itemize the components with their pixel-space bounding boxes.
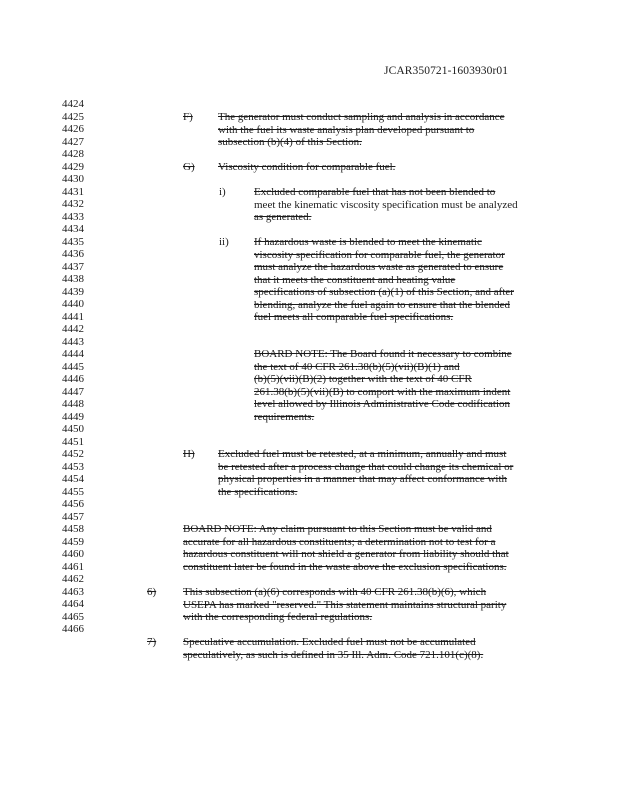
line-number: 4436 bbox=[62, 248, 84, 260]
text-line: level allowed by Illinois Administrative Code codification bbox=[254, 398, 511, 410]
text-line: 261.38(b)(5)(vii)(B) to comport with the maximum indent bbox=[254, 385, 511, 398]
text-line: This subsection (a)(6) corresponds with 40 CFR 261.38(b)(6), which bbox=[183, 586, 487, 598]
text-line: that it meets the constituent and heating value bbox=[254, 273, 456, 286]
text-line: fuel meets all comparable fuel specifications. bbox=[254, 311, 454, 323]
line-number: 4434 bbox=[62, 223, 84, 235]
line-number: 4449 bbox=[62, 410, 84, 423]
line-number: 4463 bbox=[62, 585, 84, 598]
item-label-F: F) bbox=[183, 111, 193, 123]
line-number: 4425 bbox=[62, 110, 84, 123]
text-line: speculatively, as such is defined in 35 Ill. Adm. Code 721.101(c)(8). bbox=[183, 648, 484, 661]
line-number: 4451 bbox=[62, 435, 84, 448]
item-G-text: Viscosity condition for comparable fuel. bbox=[218, 161, 396, 173]
line-number: 4456 bbox=[62, 498, 84, 510]
line-number: 4452 bbox=[62, 448, 84, 460]
line-number: 4445 bbox=[62, 360, 84, 373]
line-number: 4437 bbox=[62, 260, 84, 273]
item-label-6: 6) bbox=[147, 586, 157, 598]
text-line: as generated. bbox=[254, 211, 312, 223]
item-label-Gii: ii) bbox=[219, 236, 229, 248]
text-line: physical properties in a manner that may affect conformance with bbox=[218, 473, 508, 485]
item-H-text bbox=[218, 448, 513, 498]
text-line: USEPA has marked "reserved." This statement maintains structural parity bbox=[183, 598, 507, 611]
text-line: accurate for all hazardous constituents; a determination not to test for a bbox=[183, 535, 496, 548]
line-number: 4439 bbox=[62, 285, 84, 298]
line-number: 4453 bbox=[62, 460, 84, 473]
line-number: 4433 bbox=[62, 210, 84, 223]
text-line: (b)(5)(vii)(B)(2) together with the text of 40 CFR bbox=[254, 373, 472, 385]
line-number: 4458 bbox=[62, 523, 84, 535]
line-number: 4466 bbox=[62, 623, 84, 635]
text-line: The generator must conduct sampling and analysis in accordance bbox=[218, 111, 505, 123]
text-line: the text of 40 CFR 261.38(b)(5)(vii)(B)(1) and bbox=[254, 360, 460, 373]
text-line: specifications of subsection (a)(1) of this Section, and after bbox=[254, 286, 514, 298]
line-number: 4446 bbox=[62, 373, 84, 385]
item-label-G: G) bbox=[183, 161, 195, 173]
line-number: 4460 bbox=[62, 548, 84, 560]
line-number: 4426 bbox=[62, 123, 84, 135]
line-number: 4443 bbox=[62, 335, 84, 348]
line-number: 4455 bbox=[62, 485, 84, 498]
text-line: Excluded fuel must be retested, at a minimum, annually and must bbox=[218, 448, 507, 460]
text-line: requirements. bbox=[254, 410, 315, 423]
item-F-text bbox=[218, 111, 505, 149]
text-line: hazardous constituent will not shield a generator from liability should that bbox=[183, 548, 509, 560]
text-line: viscosity specification for comparable fuel, the generator bbox=[254, 248, 505, 261]
text-line: meet the kinematic viscosity specification must be analyzed bbox=[254, 198, 518, 211]
line-number: 4448 bbox=[62, 398, 84, 410]
line-number: 4461 bbox=[62, 560, 84, 573]
text-line: BOARD NOTE: Any claim pursuant to this Section must be valid and bbox=[183, 523, 492, 535]
text-line: be retested after a process change that could change its chemical or bbox=[218, 460, 514, 473]
line-number: 4438 bbox=[62, 273, 84, 285]
item-6-text bbox=[183, 586, 506, 624]
document-id-header: JCAR350721-1603930r01 bbox=[384, 65, 509, 77]
text-line: with the corresponding federal regulations. bbox=[183, 611, 373, 623]
line-number: 4462 bbox=[62, 573, 84, 585]
line-number: 4454 bbox=[62, 473, 84, 485]
line-number: 4424 bbox=[62, 98, 84, 110]
text-line: constituent later be found in the waste above the exclusion specifications. bbox=[183, 560, 507, 573]
text-line: must analyze the hazardous waste as generated to ensure bbox=[254, 261, 504, 273]
text-line: Speculative accumulation. Excluded fuel must not be accumulated bbox=[183, 636, 476, 648]
text-line: blending, analyze the fuel again to ensure that the blended bbox=[254, 298, 510, 311]
text-line: the specifications. bbox=[218, 485, 298, 498]
line-number: 4431 bbox=[62, 185, 84, 198]
item-7-text bbox=[183, 636, 483, 661]
text-line: subsection (b)(4) of this Section. bbox=[218, 136, 362, 148]
item-label-Gi: i) bbox=[219, 186, 226, 198]
item-Gii-text bbox=[254, 236, 514, 324]
line-number: 4464 bbox=[62, 598, 84, 610]
line-number: 4428 bbox=[62, 148, 84, 160]
line-number: 4429 bbox=[62, 160, 84, 173]
item-label-7: 7) bbox=[147, 636, 157, 648]
item-Gi-text bbox=[254, 186, 518, 224]
line-number: 4432 bbox=[62, 198, 84, 210]
line-number: 4427 bbox=[62, 135, 84, 148]
line-number: 4440 bbox=[62, 298, 84, 310]
board-note-claims bbox=[183, 523, 509, 573]
text-line: Excluded comparable fuel that has not been blended to bbox=[254, 186, 496, 198]
line-number: 4450 bbox=[62, 423, 84, 435]
line-number: 4441 bbox=[62, 310, 84, 323]
line-number: 4459 bbox=[62, 535, 84, 548]
line-number: 4447 bbox=[62, 385, 84, 398]
line-number: 4465 bbox=[62, 610, 84, 623]
text-line: If hazardous waste is blended to meet the kinematic bbox=[254, 236, 482, 248]
text-line: BOARD NOTE: The Board found it necessary to combine bbox=[254, 348, 512, 360]
item-label-H: H) bbox=[183, 448, 195, 460]
line-number: 4442 bbox=[62, 323, 84, 335]
line-number: 4435 bbox=[62, 235, 84, 248]
line-number: 4444 bbox=[62, 348, 84, 360]
line-number: 4457 bbox=[62, 510, 84, 523]
board-note-viscosity bbox=[254, 348, 512, 423]
text-line: with the fuel its waste analysis plan developed pursuant to bbox=[218, 123, 475, 136]
line-number: 4430 bbox=[62, 173, 84, 185]
